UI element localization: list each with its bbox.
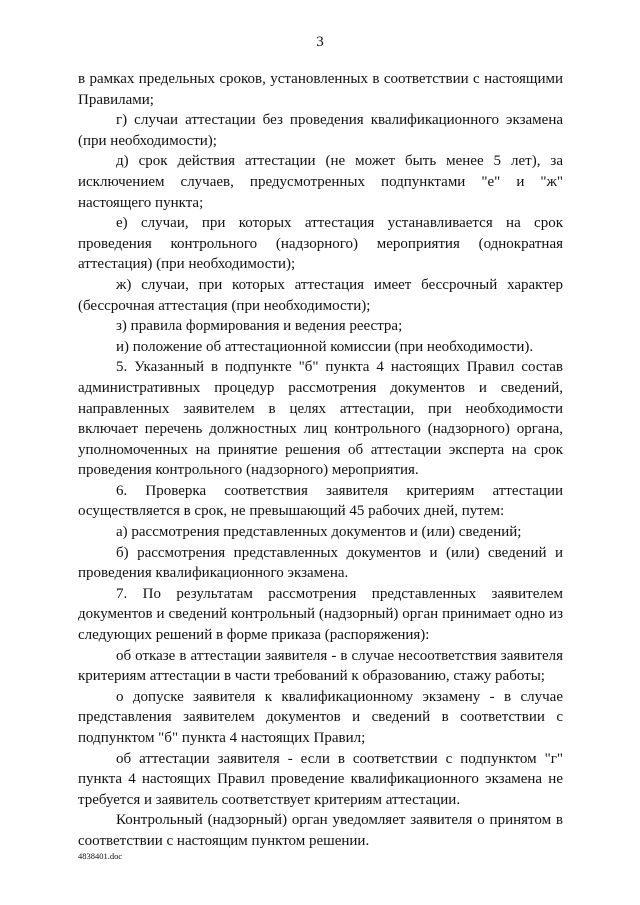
paragraph-decision-admission: о допуске заявителя к квалификационному экзамену - в случае представления заявителем документов и сведений в соответствии с подпунктом "б" пункта 4 настоящих Правил; [78, 688, 563, 746]
paragraph-notification: Контрольный (надзорный) орган уведомляет заявителя о принятом в соответствии с настоящим пунктом решении. [78, 812, 563, 849]
paragraph-item-g: г) случаи аттестации без проведения квалификационного экзамена (при необходимости); [78, 112, 563, 149]
paragraph-clause-6: 6. Проверка соответствия заявителя критериям аттестации осуществляется в срок, не превышающий 45 рабочих дней, путем: [78, 482, 563, 520]
paragraph-item-e: е) случаи, при которых аттестация устанавливается на срок проведения контрольного (надзорного) мероприятия (однократная аттестация) (при необходимости); [78, 215, 563, 273]
paragraph-item-z: з) правила формирования и ведения реестра; [116, 318, 403, 335]
paragraph-clause-5: 5. Указанный в подпункте "б" пункта 4 настоящих Правил состав административных процедур рассмотрения документов и сведений, направленных заявителем в целях аттестации, при необходимости включает перечень должностных лиц контрольного (надзорного) органа, уполномоченных на принятие решения об аттестации эксперта на срок проведения контрольного (надзорного) мероприятия. [78, 359, 563, 479]
paragraph-item-a: а) рассмотрения представленных документов и (или) сведений; [116, 524, 522, 541]
paragraph-continuation: в рамках предельных сроков, установленных в соответствии с настоящими Правилами; [78, 71, 563, 108]
paragraph-item-b: б) рассмотрения представленных документов и (или) сведений и проведения квалификационного экзамена. [78, 544, 563, 582]
page-number: 3 [316, 34, 324, 50]
paragraph-decision-refusal: об отказе в аттестации заявителя - в случае несоответствия заявителя критериям аттестации в части требований к образованию, стажу работы; [78, 647, 563, 685]
document-filename: 4838401.doc [78, 851, 123, 861]
paragraph-clause-7: 7. По результатам рассмотрения представленных заявителем документов и сведений контрольный (надзорный) орган принимает одно из следующих решений в форме приказа (распоряжения): [78, 585, 563, 644]
paragraph-item-d: д) срок действия аттестации (не может быть менее 5 лет), за исключением случаев, предусмотренных подпунктами "е" и "ж" настоящего пункта; [78, 153, 563, 211]
paragraph-item-i: и) положение об аттестационной комиссии (при необходимости). [116, 338, 534, 355]
document-body [78, 69, 563, 852]
paragraph-item-zh: ж) случаи, при которых аттестация имеет бессрочный характер (бессрочная аттестация (при необходимости); [78, 276, 563, 314]
paragraph-decision-attestation: об аттестации заявителя - если в соответствии с подпунктом "г" пункта 4 настоящих Правил проведение квалификационного экзамена не требуется и заявитель соответствует критериям аттестации. [78, 750, 563, 808]
